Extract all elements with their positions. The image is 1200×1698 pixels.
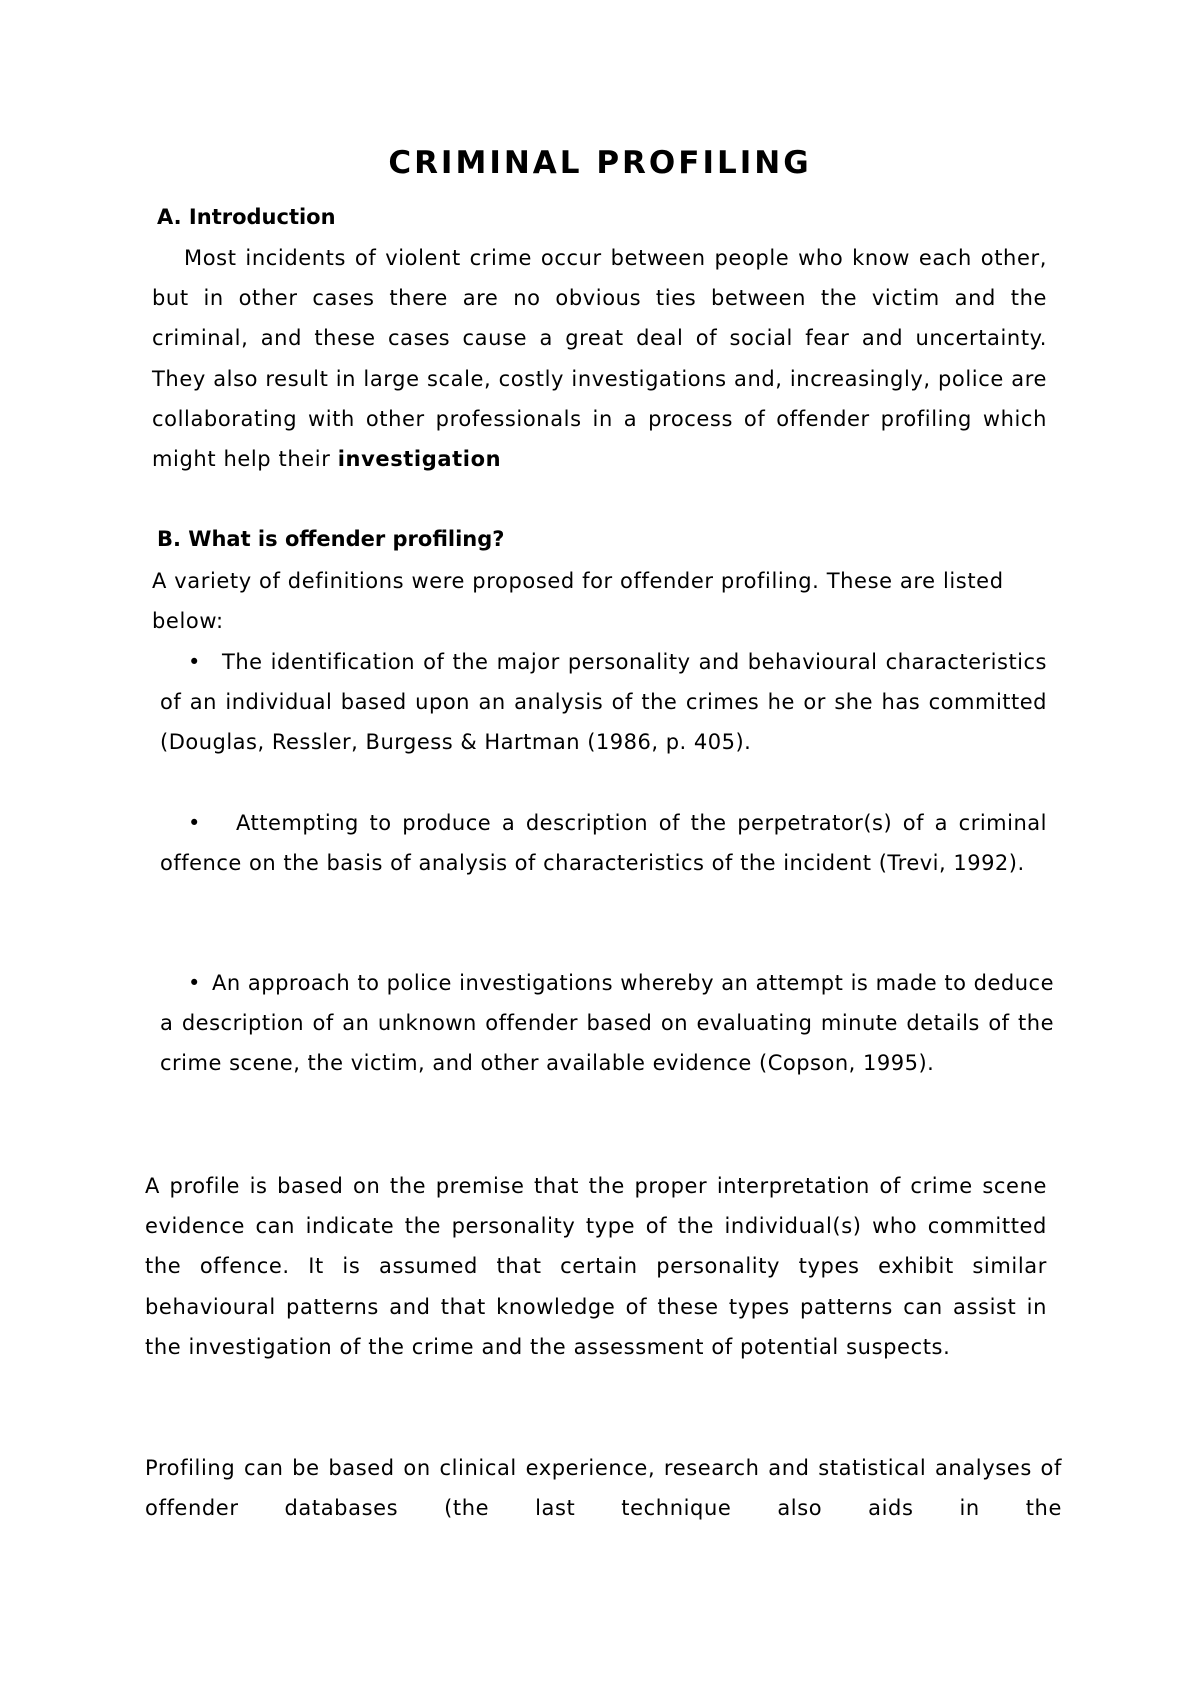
document-title: CRIMINAL PROFILING: [388, 145, 812, 181]
bullet-item-trevi: [160, 803, 1047, 883]
bullet-icon: •: [188, 971, 201, 995]
introduction-text: Most incidents of violent crime occur between people who know each other, but in other cases there are no obvious ties between the victim and the criminal, and these cases cause a great deal of social fear and uncertainty. They also result in large scale, costly investigations and, increasingly, police are collaborating with other professionals in a process of offender profiling which might help their: [152, 246, 1047, 472]
section-b-heading: B. What is offender profiling?: [157, 527, 505, 551]
investigation-bold-word: investigation: [337, 447, 502, 472]
bullet-icon: •: [188, 650, 201, 674]
bullet-text: The identification of the major personality and behavioural characteristics of an individual based upon an analysis of the crimes he or she has committed (Douglas, Ressler, Burgess & Hartman (1986, p. 405).: [160, 650, 1047, 754]
introduction-paragraph: [152, 238, 1047, 479]
profile-premise-paragraph: A profile is based on the premise that the proper interpretation of crime scene evidence can indicate the personality type of the individual(s) who committed the offence. It is assumed that certain personality types exhibit similar behavioural patterns and that knowledge of these types patterns can assist in the investigation of the crime and the assessment of potential suspects.: [145, 1174, 1047, 1359]
bullet-icon: •: [188, 811, 201, 835]
section-a-heading: A. Introduction: [157, 205, 336, 229]
bullet-text: An approach to police investigations whereby an attempt is made to deduce a description of an unknown offender based on evaluating minute details of the crime scene, the victim, and other available evidence (Copson, 1995).: [160, 971, 1054, 1075]
bullet-item-copson: [160, 963, 1054, 1083]
definitions-intro-paragraph: A variety of definitions were proposed for offender profiling. These are listed below:: [152, 569, 1004, 634]
profiling-basis-paragraph: Profiling can be based on clinical experience, research and statistical analyses of offender databases (the last technique also aids in the: [145, 1456, 1062, 1521]
bullet-item-douglas: [160, 642, 1047, 762]
bullet-text: Attempting to produce a description of the perpetrator(s) of a criminal offence on the basis of analysis of characteristics of the incident (Trevi, 1992).: [160, 811, 1047, 875]
